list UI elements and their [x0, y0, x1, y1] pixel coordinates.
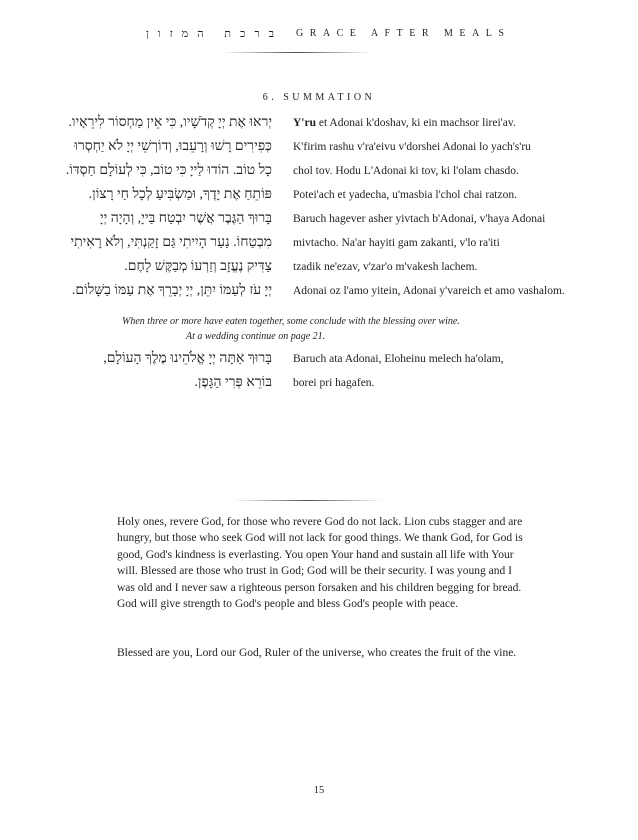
- hebrew-line: יְיָ עֹז לְעַמּוֹ יִתֵּן, יְיָ יְבָרֵךְ אֶת עַמּוֹ בַשָּׁלוֹם.: [71, 283, 272, 298]
- transliteration-line: [293, 117, 516, 129]
- hebrew-line: צַדִּיק נֶעֱזָב וְזַרְעוֹ מְבַקֶּשׁ לָחֶם.: [124, 259, 272, 274]
- transliteration-line: K'firim rashu v'ra'eivu v'dorshei Adonai lo yach's'ru: [293, 141, 531, 153]
- transliteration-line: chol tov. Hodu L'Adonai ki tov, ki l'olam chasdo.: [293, 165, 519, 177]
- wine-blessing-transliteration-line: borei pri hagafen.: [293, 377, 375, 389]
- transliteration-line: Baruch hagever asher yivtach b'Adonai, v'haya Adonai: [293, 213, 546, 225]
- section-divider: [232, 500, 384, 501]
- transliteration-line: Adonai oz l'amo yitein, Adonai y'vareich et amo vashalom.: [293, 285, 565, 297]
- wine-blessing-hebrew-line: בָּרוּךְ אַתָּה יְיָ אֱלֹהֵינוּ מֶלֶךְ הָעוֹלָם,: [103, 351, 272, 366]
- running-head-english: GRACE AFTER MEALS: [296, 28, 511, 39]
- hebrew-line: בָּרוּךְ הַגֶּבֶר אֲשֶׁר יִבְטַח בַּייָ, וְהָיָה יְיָ: [99, 211, 272, 226]
- hebrew-line: פּוֹתֵחַ אֶת יָדֶךָ, וּמַשְׂבִּיעַ לְכָל חַי רָצוֹן.: [88, 187, 272, 202]
- page-number: 15: [313, 785, 325, 796]
- first-word: Y'ru: [293, 117, 316, 129]
- translation-blessing-paragraph: Blessed are you, Lord our God, Ruler of the universe, who creates the fruit of the vine.: [117, 647, 517, 659]
- wine-blessing-transliteration-line: Baruch ata Adonai, Eloheinu melech ha'olam,: [293, 353, 504, 365]
- first-line-rest: et Adonai k'doshav, ki ein machsor lirei'av.: [316, 117, 516, 129]
- hebrew-line: יְראוּ אֶת יְיָ קְדֹשָׁיו, כִּי אֵין מַחְסוֹר לִירֵאָיו.: [68, 115, 272, 130]
- page-reference-note: At a wedding continue on page 21.: [186, 331, 326, 342]
- section-title: 6. SUMMATION: [262, 92, 376, 103]
- hebrew-line: כְּפִירִים רָשׁוּ וְרָעֵבוּ, וְדוֹרְשֵׁי יְיָ לֹא יַחְסְרוּ: [74, 139, 272, 154]
- hebrew-line: מִבְטַחוֹ. נַעַר הָיִיתִי גַּם זָקַנְתִּי, וְלֹא רָאִיתִי: [70, 235, 272, 250]
- translation-paragraph: Holy ones, revere God, for those who revere God do not lack. Lion cubs stagger and are hungry, but those who seek God will not lack for good things. We thank God, for God is good, God's kindness is everlasting. You open Your hand and sustain all life with Your will. Blessed are those who trust in God; God will be their security. I was young and I was old and I never saw a righteous person forsaken and his children begging for bread. God will give strength to God's people and bless God's people with peace.: [117, 516, 523, 611]
- transliteration-line: tzadik ne'ezav, v'zar'o m'vakesh lachem.: [293, 261, 478, 273]
- running-head-hebrew: ברכת המזון: [146, 28, 284, 40]
- hebrew-line: כָל טוֹב. הוֹדוּ לַייָ כִּי טוֹב, כִּי לְעוֹלָם חַסְדּוֹ.: [65, 163, 272, 178]
- transliteration-line: Potei'ach et yadecha, u'masbia l'chol chai ratzon.: [293, 189, 517, 201]
- transliteration-line: mivtacho. Na'ar hayiti gam zakanti, v'lo ra'iti: [293, 237, 500, 249]
- wine-blessing-hebrew-line: בּוֹרֵא פְּרִי הַגָּפֶן.: [194, 375, 272, 390]
- header-divider: [222, 52, 372, 53]
- instruction-note: When three or more have eaten together, some conclude with the blessing over wine.: [122, 316, 460, 327]
